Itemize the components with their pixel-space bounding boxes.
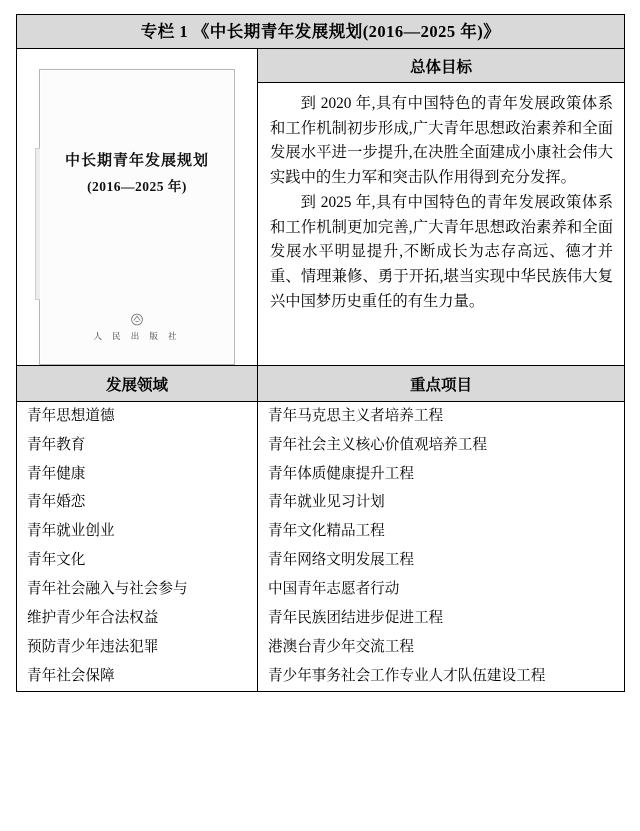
- cell-field: 青年文化: [17, 546, 258, 575]
- table-row: [17, 488, 625, 517]
- table-row: [17, 401, 625, 430]
- cell-field: 青年社会保障: [17, 662, 258, 691]
- book-cover-image: [39, 69, 235, 365]
- cell-project: 青年体质健康提升工程: [258, 460, 625, 489]
- table-row: [17, 460, 625, 489]
- table-row: [17, 575, 625, 604]
- box-title-cell: [17, 15, 625, 49]
- cell-field: 维护青少年合法权益: [17, 604, 258, 633]
- goal-header-row: [17, 48, 625, 82]
- book-cover-publisher: 人 民 出 版 社: [93, 330, 181, 341]
- book-cover-title: [40, 148, 234, 201]
- title-row: [17, 15, 625, 49]
- cell-field: 青年思想道德: [17, 401, 258, 430]
- book-cover-cell: [17, 48, 258, 365]
- goal-paragraph-1: 到 2020 年,具有中国特色的青年发展政策体系和工作机制初步形成,广大青年思想政治素养和全面发展水平进一步提升,在决胜全面建成小康社会伟大实践中的生力军和突击队作用得到充分发挥。: [270, 94, 613, 187]
- cell-project: 港澳台青少年交流工程: [258, 633, 625, 662]
- goal-paragraph-2: 到 2025 年,具有中国特色的青年发展政策体系和工作机制更加完善,广大青年思想政治素养和全面发展水平明显提升,不断成长为志存高远、德才并重、情理兼修、勇于开拓,堪当实现中华民族伟大复兴中国梦历史重任的有生力量。: [270, 193, 613, 310]
- cell-field: 青年就业创业: [17, 517, 258, 546]
- table-row: [17, 633, 625, 662]
- cell-field: 青年健康: [17, 460, 258, 489]
- cell-project: 青年网络文明发展工程: [258, 546, 625, 575]
- book-cover-title-text: 中长期青年发展规划: [64, 152, 209, 169]
- cell-project: 青年社会主义核心价值观培养工程: [258, 431, 625, 460]
- box-title: 专栏 1 《中长期青年发展规划(2016—2025 年)》: [140, 22, 501, 41]
- cell-field: 青年婚恋: [17, 488, 258, 517]
- column-header-project: 重点项目: [258, 365, 625, 401]
- cell-field: 青年社会融入与社会参与: [17, 575, 258, 604]
- publisher-emblem-icon: [131, 313, 144, 326]
- table-row: [17, 662, 625, 691]
- column-header-field: 发展领域: [17, 365, 258, 401]
- overall-goal-header: 总体目标: [258, 48, 625, 82]
- cell-project: 中国青年志愿者行动: [258, 575, 625, 604]
- cell-project: 青年文化精品工程: [258, 517, 625, 546]
- table-row: [17, 546, 625, 575]
- cell-project: 青年马克思主义者培养工程: [258, 401, 625, 430]
- book-cover-wrap: [17, 49, 257, 365]
- cell-project: 青少年事务社会工作专业人才队伍建设工程: [258, 662, 625, 691]
- cell-project: 青年就业见习计划: [258, 488, 625, 517]
- table-row: [17, 431, 625, 460]
- overall-goal-text-cell: [258, 82, 625, 365]
- table-row: [17, 517, 625, 546]
- cell-field: 青年教育: [17, 431, 258, 460]
- table-header-row: [17, 365, 625, 401]
- column-box-table: [16, 14, 625, 692]
- cell-field: 预防青少年违法犯罪: [17, 633, 258, 662]
- book-cover-subtitle: (2016—2025 年): [87, 179, 187, 195]
- cell-project: 青年民族团结进步促进工程: [258, 604, 625, 633]
- table-row: [17, 604, 625, 633]
